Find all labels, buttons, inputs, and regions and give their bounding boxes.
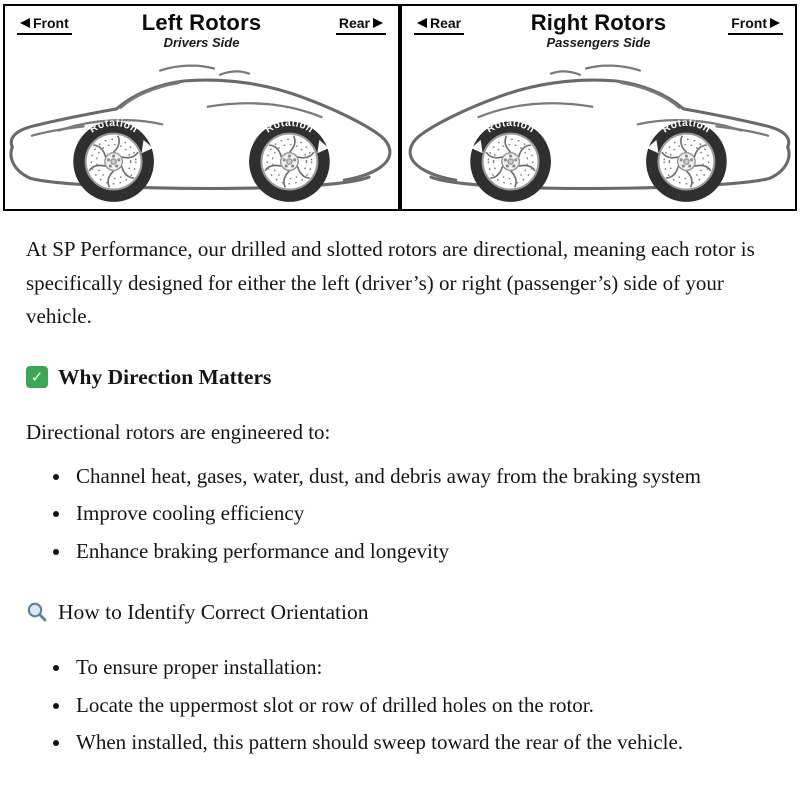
left-panel-header (5, 6, 398, 54)
right-panel-header (402, 6, 795, 54)
panel-title: Left Rotors (141, 10, 262, 35)
arrow-right-icon (373, 18, 383, 28)
arrow-left-icon (417, 18, 427, 28)
direction-text: Front (33, 15, 69, 31)
why-lead-text: Directional rotors are engineered to: (26, 420, 331, 445)
rotation-label: Rotation (87, 117, 140, 136)
car-illustration-right (402, 54, 795, 209)
magnifier-icon (26, 601, 48, 623)
list-item: • Channel heat, gases, water, dust, and debris away from the braking system (72, 460, 774, 494)
panel-subtitle: Drivers Side (163, 35, 240, 51)
direction-text: Rear (338, 15, 370, 31)
rotation-label: Rotation (263, 117, 316, 136)
rear-direction-label (414, 15, 464, 35)
rotor-direction-diagram (3, 4, 797, 211)
heading-text: How to Identify Correct Orientation (58, 599, 369, 624)
section-heading-why-direction-matters (26, 360, 774, 394)
article-body (0, 217, 800, 802)
direction-text: Front (731, 15, 767, 31)
panel-subtitle: Passengers Side (546, 35, 651, 51)
check-mark-icon: ✓ (26, 366, 48, 388)
left-rotors-panel (3, 4, 400, 211)
section-heading-identify-orientation (26, 595, 774, 629)
direction-text: Rear (430, 15, 462, 31)
intro-paragraph: At SP Performance, our drilled and slotted rotors are directional, meaning each rotor is specifically designed for either the left (driver’s) or right (passenger’s) side of your vehicle. (26, 237, 755, 329)
right-rotors-panel (400, 4, 797, 211)
arrow-left-icon (20, 18, 30, 28)
identify-bullet-list (26, 651, 774, 760)
why-bullet-list (26, 460, 774, 569)
rotation-label: Rotation (484, 117, 537, 136)
list-item: • Enhance braking performance and longevity (72, 535, 774, 569)
heading-text: Why Direction Matters (58, 364, 272, 389)
panel-title: Right Rotors (530, 10, 667, 35)
list-item: • When installed, this pattern should sweep toward the rear of the vehicle. (72, 726, 774, 760)
rear-direction-label (336, 15, 386, 35)
car-illustration-left (5, 54, 398, 209)
rotation-label: Rotation (660, 117, 713, 136)
list-item: • Locate the uppermost slot or row of drilled holes on the rotor. (72, 689, 774, 723)
front-direction-label (728, 15, 783, 35)
list-item: • Improve cooling efficiency (72, 497, 774, 531)
list-item: • To ensure proper installation: (72, 651, 774, 685)
front-direction-label (17, 15, 72, 35)
arrow-right-icon (770, 18, 780, 28)
